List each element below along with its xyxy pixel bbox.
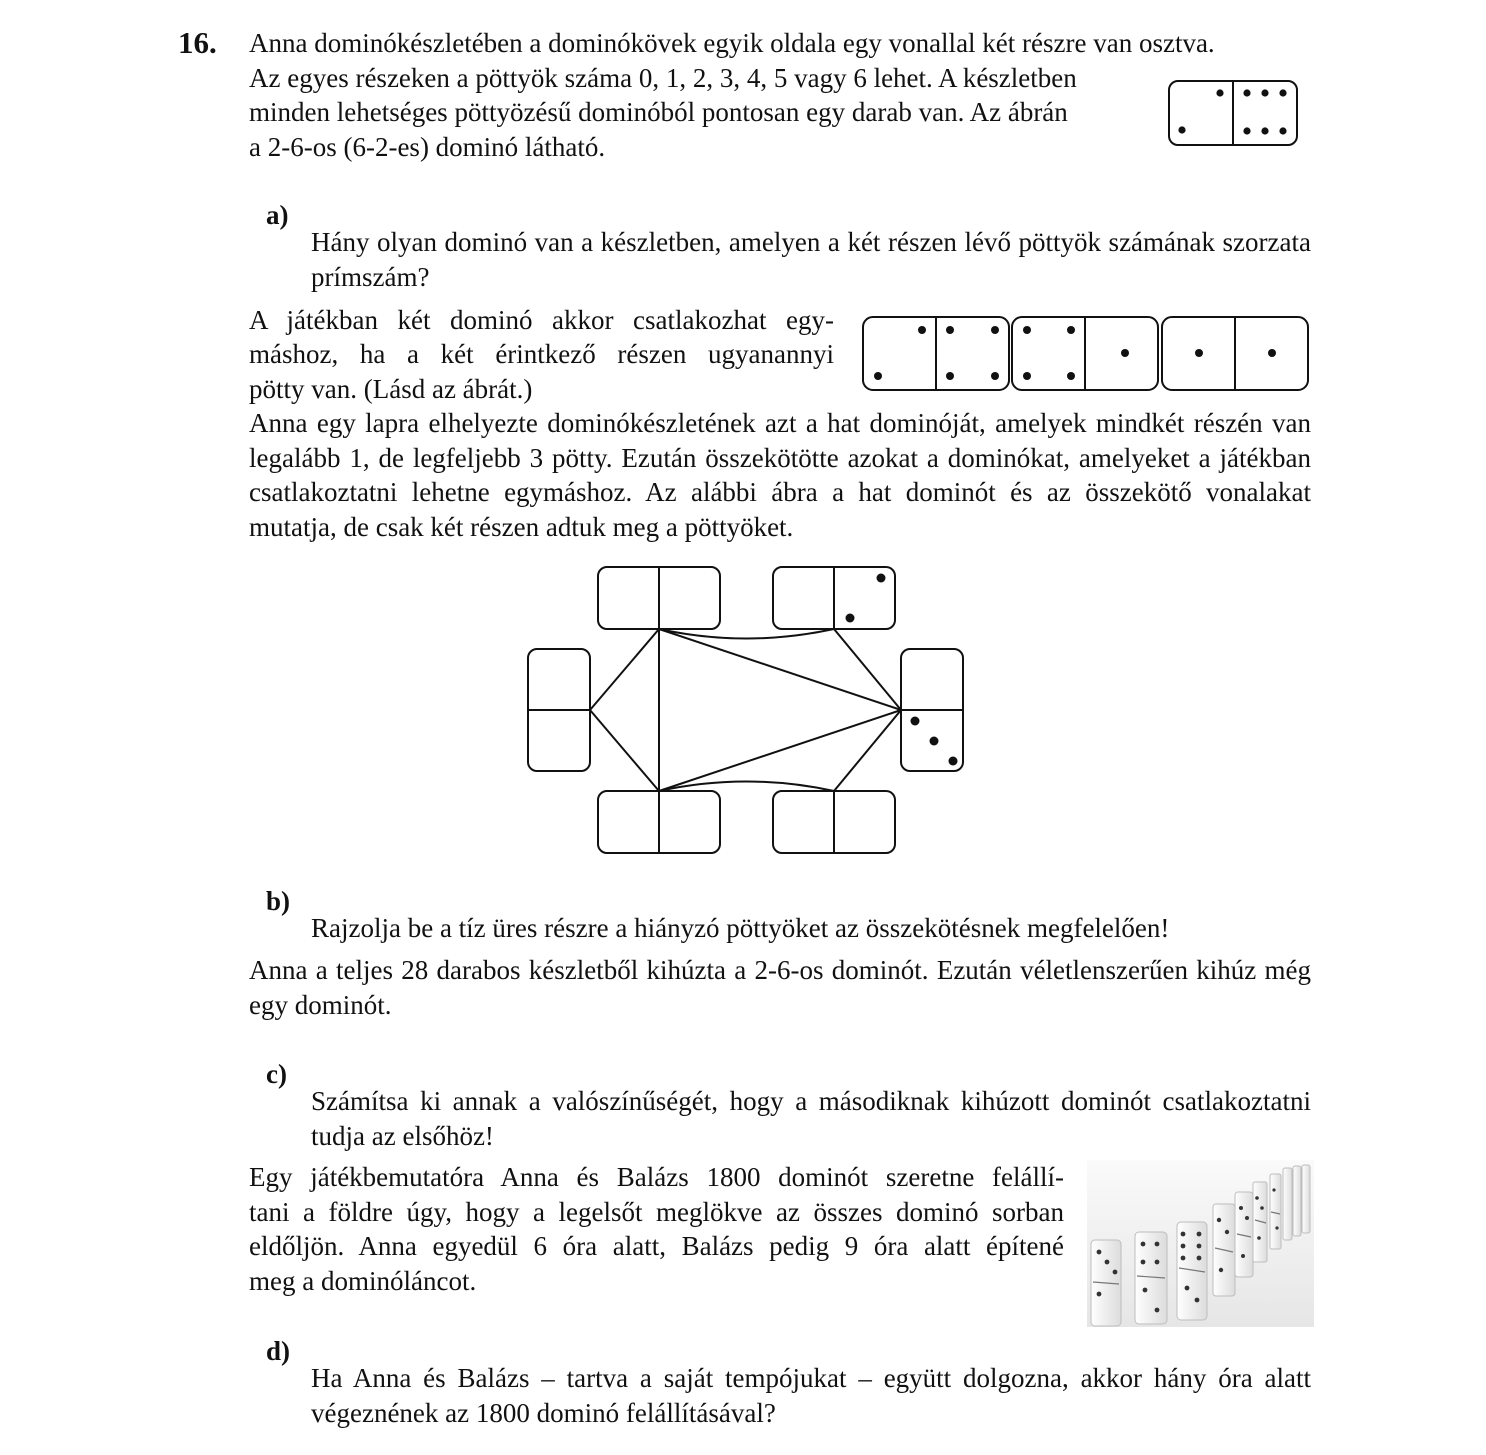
part-d-question: Ha Anna és Balázs – tartva a saját tempójukat – együtt dolgozna, akkor hány óra alatt végeznének az 1800 dominó felállításával? [311, 1363, 1311, 1428]
part-a-label: a) [266, 200, 289, 230]
rule-line-2: máshoz, ha a két érintkező részen ugyanannyi [249, 339, 834, 369]
standing-dominoes-photo [1087, 1160, 1314, 1327]
part-c-label: c) [266, 1059, 287, 1089]
part-d-label: d) [266, 1336, 291, 1366]
show-line-2: tani a földre úgy, hogy a legelsőt meglökve az összes dominó sorban [249, 1197, 1064, 1227]
rule-line-3: pötty van. (Lásd az ábrát.) [249, 374, 533, 404]
problem-number: 16. [178, 25, 217, 60]
domino-chain-example [862, 316, 1310, 392]
show-line-4: meg a dominóláncot. [249, 1266, 477, 1296]
intro-line-3: minden lehetséges pöttyözésű dominóból pontosan egy darab van. Az ábrán [249, 97, 1068, 127]
example-domino-2-6 [1168, 80, 1298, 146]
intro-line-2: Az egyes részeken a pöttyök száma 0, 1, 2, 3, 4, 5 vagy 6 lehet. A készletben [249, 63, 1077, 93]
draw-paragraph: Anna a teljes 28 darabos készletből kihúzta a 2-6-os dominót. Ezután véletlenszerűen kihúz még egy dominót. [249, 955, 1311, 1020]
intro-line-1: Anna dominókészletében a dominókövek egyik oldala egy vonallal két részre van osztva. [249, 28, 1215, 58]
part-c-question: Számítsa ki annak a valószínűségét, hogy a másodiknak kihúzott dominót csatlakoztatni tudja az elsőhöz! [311, 1086, 1311, 1151]
show-line-3: eldőljön. Anna egyedül 6 óra alatt, Balázs pedig 9 óra alatt építené [249, 1231, 1064, 1261]
rule-line-1: A játékban két dominó akkor csatlakozhat egy- [249, 305, 834, 335]
part-b-instruction: Rajzolja be a tíz üres részre a hiányzó pöttyöket az összekötésnek megfelelően! [311, 913, 1170, 943]
show-line-1: Egy játékbemutatóra Anna és Balázs 1800 dominót szeretne felállí- [249, 1162, 1064, 1192]
part-a-question: Hány olyan dominó van a készletben, amelyen a két részen lévő pöttyök számának szorzata prímszám? [311, 227, 1311, 292]
domino-graph-figure [520, 560, 980, 860]
part-b-label: b) [266, 886, 291, 916]
intro-line-4: a 2-6-os (6-2-es) dominó látható. [249, 132, 606, 162]
rule-continuation: Anna egy lapra elhelyezte dominókészletének azt a hat dominóját, amelyek mindkét részén van legalább 1, de legfeljebb 3 pötty. Ezután összekötötte azokat a dominókat, amelyeket a játékban csatlakoztatni lehetne egymáshoz. Az alábbi ábra a hat dominót és az összekötő vonalakat mutatja, de csak két részen adtuk meg a pöttyöket. [249, 408, 1311, 542]
